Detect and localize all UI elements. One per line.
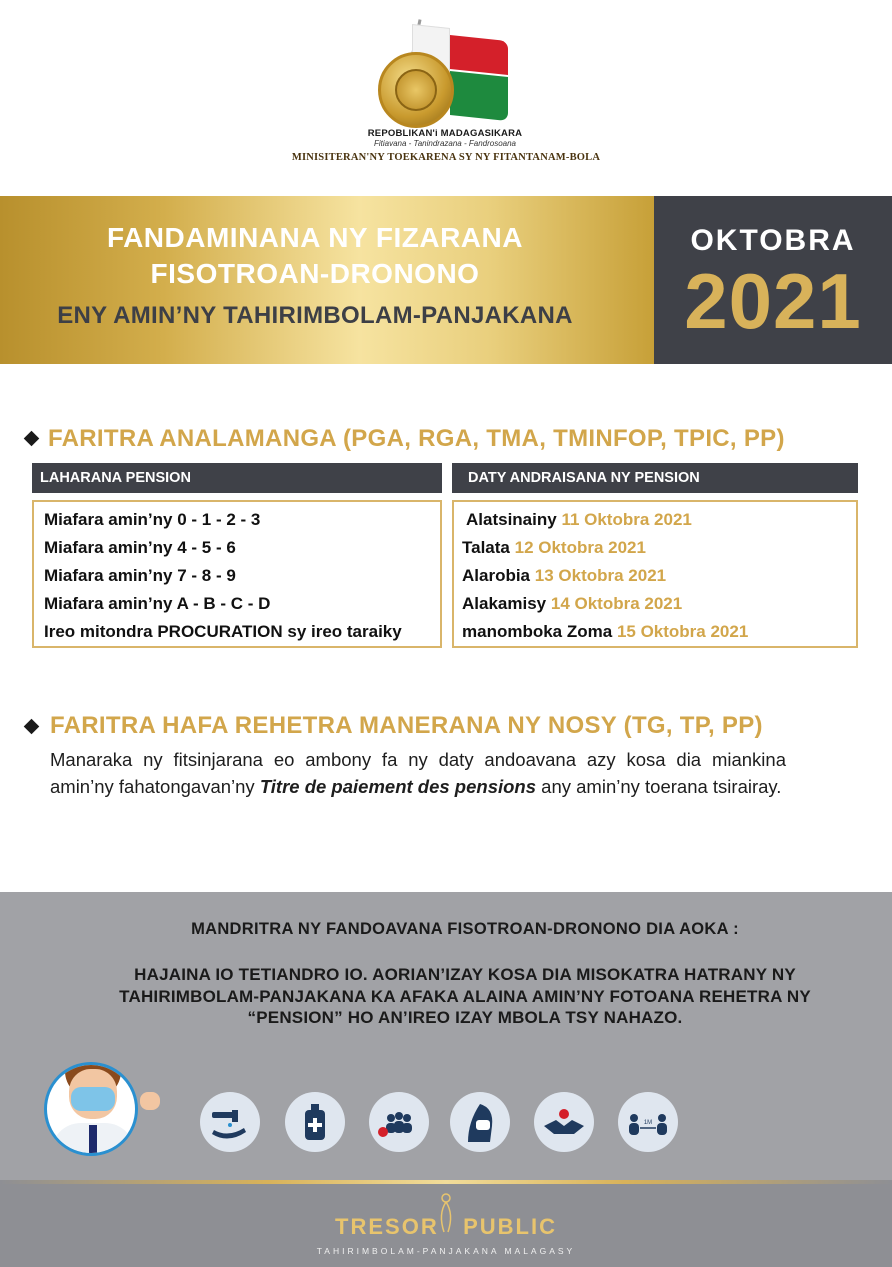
date-row	[462, 538, 646, 558]
face-mask-icon	[450, 1092, 510, 1152]
national-seal-icon	[378, 52, 454, 128]
brand-left: TRESOR	[335, 1214, 439, 1239]
date-row	[462, 566, 666, 586]
pension-row: Miafara amin’ny 0 - 1 - 2 - 3	[44, 510, 261, 529]
date-row-day: Alarobia	[462, 566, 531, 585]
masked-man-avatar	[44, 1062, 138, 1156]
banner-title-line2: FISOTROAN-DRONONO	[150, 258, 480, 289]
pension-row: Miafara amin’ny 7 - 8 - 9	[44, 566, 236, 585]
paragraph-text: Manaraka ny fitsinjarana eo ambony fa ny daty andoavana azy kosa dia miankina amin’ny fahatongavan’ny	[50, 749, 786, 797]
bullet-diamond-icon	[24, 719, 40, 735]
republic-name: REPOBLIKAN'i MADAGASIKARA	[367, 128, 523, 139]
hand-washing-icon	[200, 1092, 260, 1152]
banner-month: OKTOBRA	[690, 224, 856, 257]
sanitizer-glyph	[285, 1092, 345, 1152]
republic-motto: Fitiavana - Tanindrazana - Fandrosoana	[373, 139, 516, 148]
banner-title-line1: FANDAMINANA NY FIZARANA	[107, 222, 523, 253]
banner-subtitle: ENY AMIN’NY TAHIRIMBOLAM-PANJAKANA	[57, 302, 573, 329]
pension-row: Miafara amin’ny A - B - C - D	[44, 594, 271, 613]
footer-gold-line	[0, 1180, 892, 1184]
social-distance-icon	[618, 1092, 678, 1152]
date-row-date: 14 Oktobra 2021	[550, 594, 683, 613]
distance-label: 1M	[643, 1120, 653, 1126]
date-row-day: Talata	[462, 538, 510, 557]
sanitizer-icon	[285, 1092, 345, 1152]
no-crowd-glyph	[369, 1092, 429, 1152]
title-banner	[0, 196, 892, 364]
date-row-date: 13 Oktobra 2021	[534, 566, 667, 585]
tresor-public-logo	[0, 1214, 892, 1240]
no-handshake-glyph	[534, 1092, 594, 1152]
paragraph-emphasis: Titre de paiement des pensions	[259, 776, 537, 797]
section1-title: FARITRA ANALAMANGA (PGA, RGA, TMA, TMINFOP, TPIC, PP)	[48, 425, 785, 452]
ministry-name: MINISITERAN'NY TOEKARENA SY NY FITANTANAM-BOLA	[291, 152, 601, 163]
section2-paragraph	[50, 746, 786, 800]
pension-list-box	[32, 500, 442, 648]
avatar-mask	[71, 1087, 115, 1111]
seal-inner	[395, 69, 437, 111]
pension-column-header: LAHARANA PENSION	[32, 463, 442, 493]
header	[0, 0, 892, 196]
date-row	[462, 594, 682, 614]
social-distance-glyph	[618, 1092, 678, 1152]
pointing-hand-icon	[140, 1092, 160, 1110]
no-crowd-icon	[369, 1092, 429, 1152]
date-row	[466, 510, 692, 530]
no-handshake-icon	[534, 1092, 594, 1152]
date-row-date: 15 Oktobra 2021	[616, 622, 749, 641]
date-row-day: manomboka Zoma	[462, 622, 613, 641]
flag-green-stripe	[450, 71, 508, 121]
hand-washing-glyph	[200, 1092, 260, 1152]
date-list-box	[452, 500, 858, 648]
date-row-day: Alakamisy	[462, 594, 547, 613]
date-column-header: DATY ANDRAISANA NY PENSION	[452, 463, 858, 493]
banner-gold-panel	[0, 196, 654, 364]
date-row-date: 11 Oktobra 2021	[561, 510, 692, 529]
pension-row: Ireo mitondra PROCURATION sy ireo taraiky	[44, 622, 402, 641]
avatar-tie	[89, 1125, 97, 1156]
bullet-diamond-icon	[24, 431, 40, 447]
banner-year: 2021	[684, 257, 862, 345]
notice-text: HAJAINA IO TETIANDRO IO. AORIAN’IZAY KOSA DIA MISOKATRA HATRANY NY TAHIRIMBOLAM-PANJAKANA KA AFAKA ALAINA AMIN’NY FOTOANA REHETRA NY “PENSION” HO AN’IREO IZAY MBOLA TSY NAHAZO.	[119, 965, 811, 1027]
tresor-public-subtitle: TAHIRIMBOLAM-PANJAKANA MALAGASY	[316, 1246, 576, 1256]
pension-row: Miafara amin’ny 4 - 5 - 6	[44, 538, 236, 557]
notice-band	[0, 892, 892, 1180]
paragraph-text-end: any amin’ny toerana tsirairay.	[536, 776, 782, 797]
section2-title: FARITRA HAFA REHETRA MANERANA NY NOSY (TG, TP, PP)	[50, 712, 763, 739]
face-mask-glyph	[450, 1092, 510, 1152]
notice-heading: MANDRITRA NY FANDOAVANA FISOTROAN-DRONONO DIA AOKA :	[191, 920, 739, 938]
date-row-date: 12 Oktobra 2021	[514, 538, 646, 557]
date-row-day: Alatsinainy	[466, 510, 557, 529]
date-row	[462, 622, 748, 642]
flag-red-stripe	[450, 35, 508, 75]
brand-right: PUBLIC	[463, 1214, 557, 1239]
